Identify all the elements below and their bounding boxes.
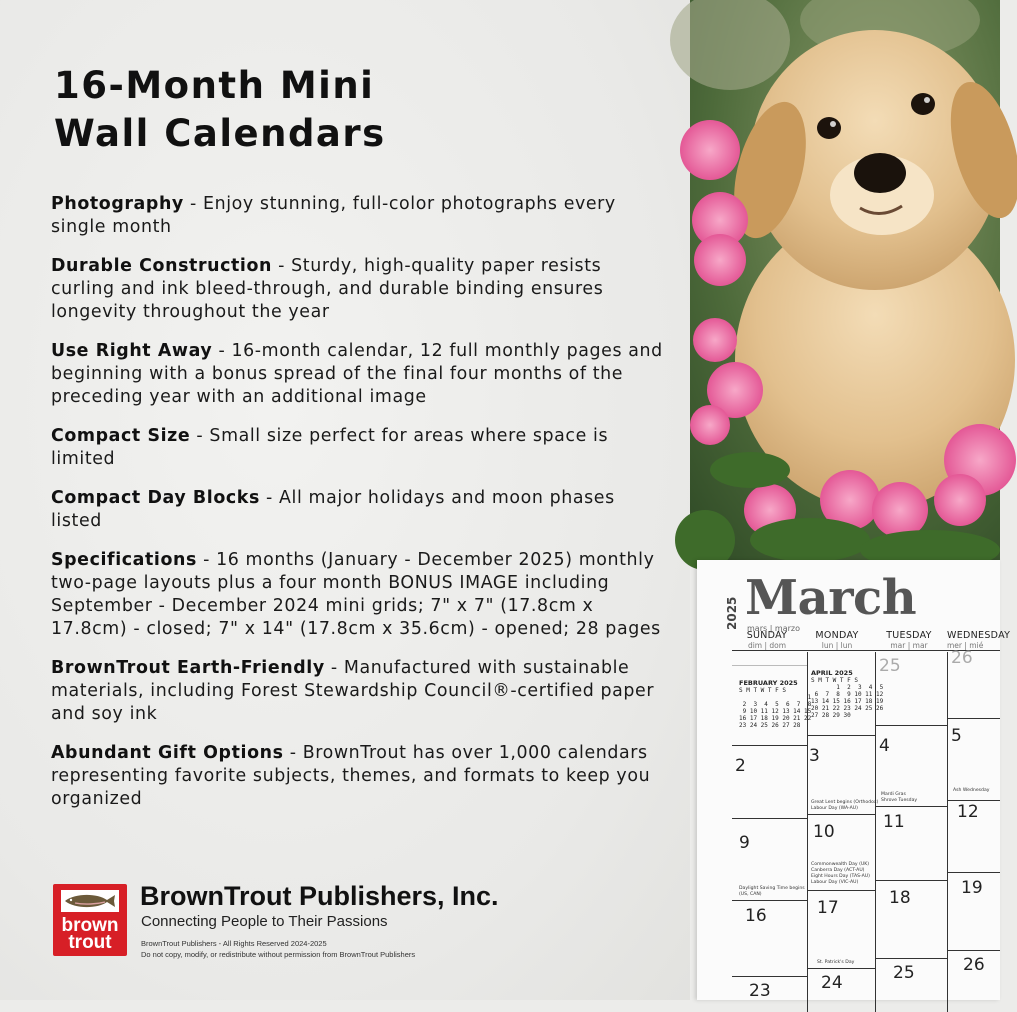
mini-calendar-row: 16 17 18 19 20 21 22 [739, 715, 812, 722]
publisher-tagline: Connecting People to Their Passions [141, 913, 388, 930]
mini-calendar-row: 27 28 29 30 [811, 712, 851, 719]
grid-line [875, 725, 947, 726]
day-name: MONDAY [815, 630, 859, 641]
grid-line [732, 818, 807, 819]
day-translation: mer | mié [947, 641, 984, 650]
mini-calendar-header: S M T W T F S [811, 677, 858, 684]
legal-notice [141, 938, 415, 960]
feature-item [51, 425, 671, 471]
feature-text: - Manufactured with sustainable materials, including Forest Stewardship Council®-certified paper and soy ink [51, 658, 655, 724]
holiday-note-line: Canberra Day (ACT-AU) [811, 868, 865, 873]
feature-heading: Use Right Away [51, 341, 213, 361]
feature-list [51, 193, 671, 827]
grid-line [807, 814, 875, 815]
calendar-date: 9 [739, 833, 750, 853]
calendar-page [697, 560, 1011, 1001]
feature-text: - Enjoy stunning, full-color photographs every single month [51, 194, 616, 237]
calendar-date: 4 [879, 736, 890, 756]
feature-heading: Abundant Gift Options [51, 743, 284, 763]
calendar-date: 26 [963, 955, 985, 975]
grid-line [875, 958, 947, 959]
grid-line [807, 968, 875, 969]
feature-item [51, 487, 671, 533]
grid-line [947, 950, 1000, 951]
logo-text-brown: brown [61, 915, 119, 936]
feature-text: - Sturdy, high-quality paper resists curling and ink bleed-through, and durable binding ensures longevity throughout the year [51, 256, 604, 322]
grid-line [875, 880, 947, 881]
calendar-date: 19 [961, 878, 983, 898]
calendar-month-translation: mars | marzo [747, 624, 801, 633]
holiday-note-line: Labour Day (VIC-AU) [811, 880, 859, 885]
calendar-date: 24 [821, 973, 843, 993]
holiday-note-line: (US, CAN) [739, 892, 762, 897]
grid-line [807, 890, 875, 891]
holiday-note: St. Patrick's Day [817, 960, 855, 965]
grid-line [732, 745, 807, 746]
feature-text: - 16 months (January - December 2025) monthly two-page layouts plus a four month BONUS IMAGE including September - December 2024 mini grids; 7" x 7" (17.8cm x 17.8cm) - closed; 7" x 14" (17.8cm x 35.6cm) - opened; 28 pages [51, 550, 661, 639]
mini-calendar-april [811, 670, 883, 719]
calendar-date: 17 [817, 898, 839, 918]
golden-retriever-puppy-image [690, 0, 1000, 565]
day-name: TUESDAY [886, 630, 932, 641]
holiday-note [739, 886, 805, 898]
feature-text: - Small size perfect for areas where space is limited [51, 426, 609, 469]
calendar-date: 25 [879, 656, 901, 676]
grid-line [732, 976, 807, 977]
holiday-note-line: Eight Hours Day (TAS-AU) [811, 874, 870, 879]
dayheader-tuesday [874, 630, 944, 650]
mini-calendar-title: FEBRUARY 2025 [739, 679, 798, 687]
puppy-photo [690, 0, 1000, 565]
grid-line [875, 806, 947, 807]
calendar-date: 26 [951, 648, 973, 668]
logo-text-trout: trout [68, 932, 112, 953]
dayheader-sunday [732, 630, 802, 650]
holiday-note-line: Labour Day (WA-AU) [811, 806, 858, 811]
feature-heading: BrownTrout Earth-Friendly [51, 658, 325, 678]
mini-calendar-row: 1 2 3 4 5 [811, 684, 884, 691]
mini-calendar-row: 13 14 15 16 17 18 19 [811, 698, 884, 705]
calendar-date: 18 [889, 888, 911, 908]
calendar-date: 16 [745, 906, 767, 926]
feature-heading: Specifications [51, 550, 197, 570]
grid-line [732, 665, 807, 666]
calendar-date: 2 [735, 756, 746, 776]
day-translation: dim | dom [747, 641, 787, 650]
calendar-month: March [745, 570, 917, 626]
calendar-date: 23 [749, 981, 771, 1001]
feature-item [51, 657, 671, 726]
grid-line [947, 800, 1000, 801]
dayheader-wednesday [947, 630, 1017, 650]
feature-heading: Compact Size [51, 426, 191, 446]
holiday-note [811, 862, 870, 886]
day-translation: lun | lun [821, 641, 853, 650]
grid-line [947, 872, 1000, 873]
holiday-note [881, 792, 917, 804]
grid-line [947, 718, 1000, 719]
holiday-note-line: Daylight Saving Time begins [739, 886, 805, 891]
mini-calendar-row: 2 3 4 5 6 7 8 [739, 701, 812, 708]
publisher-name: BrownTrout Publishers, Inc. [140, 881, 499, 911]
feature-text: - All major holidays and moon phases listed [51, 488, 615, 531]
calendar-date: 5 [951, 726, 962, 746]
legal-line-2: Do not copy, modify, or redistribute without permission from BrownTrout Publishers [141, 950, 416, 959]
day-name: SUNDAY [746, 630, 788, 641]
holiday-note-line: Shrove Tuesday [881, 798, 918, 803]
holiday-note-line: Great Lent begins (Orthodox) [811, 800, 879, 805]
feature-item [51, 255, 671, 324]
page-title [54, 62, 654, 158]
holiday-note-line: Mardi Gras [881, 792, 906, 797]
mini-calendar-row: 23 24 25 26 27 28 [739, 722, 801, 729]
feature-item [51, 549, 671, 641]
calendar-date: 11 [883, 812, 905, 832]
trout-fish-icon [61, 890, 119, 912]
mini-calendar-row: 6 7 8 9 10 11 12 [811, 691, 884, 698]
mini-calendar-title: APRIL 2025 [811, 669, 853, 677]
feature-heading: Photography [51, 194, 184, 214]
title-line-1: 16-Month Mini [54, 64, 375, 107]
calendar-date: 25 [893, 963, 915, 983]
title-line-2: Wall Calendars [54, 112, 386, 155]
calendar-date: 12 [957, 802, 979, 822]
holiday-note [811, 800, 878, 812]
feature-item [51, 193, 671, 239]
mini-calendar-header: S M T W T F S [739, 687, 786, 694]
grid-line [807, 735, 875, 736]
calendar-date: 10 [813, 822, 835, 842]
calendar-year: 2025 [725, 596, 739, 630]
feature-item [51, 742, 671, 811]
mini-calendar-row: 20 21 22 23 24 25 26 [811, 705, 884, 712]
mini-calendar-february [739, 680, 811, 729]
feature-text: - BrownTrout has over 1,000 calendars representing favorite subjects, themes, and formats to keep you organized [51, 743, 651, 809]
feature-heading: Durable Construction [51, 256, 273, 276]
calendar-date: 3 [809, 746, 820, 766]
holiday-note-line: Commonwealth Day (UK) [811, 862, 870, 867]
grid-line [732, 900, 807, 901]
feature-item [51, 340, 671, 409]
feature-heading: Compact Day Blocks [51, 488, 260, 508]
day-name: WEDNESDAY [947, 630, 1011, 641]
mini-calendar-row: 1 [739, 694, 812, 701]
feature-text: - 16-month calendar, 12 full monthly pages and beginning with a bonus spread of the final four months of the preceding year with an additional image [51, 341, 663, 407]
legal-line-1: BrownTrout Publishers - All Rights Reserved 2024-2025 [141, 939, 327, 948]
grid-line [947, 652, 948, 1012]
browntrout-logo [53, 884, 127, 956]
dayheader-monday [802, 630, 872, 650]
day-translation: mar | mar [890, 641, 928, 650]
mini-calendar-row: 9 10 11 12 13 14 15 [739, 708, 812, 715]
holiday-note: Ash Wednesday [953, 788, 990, 793]
